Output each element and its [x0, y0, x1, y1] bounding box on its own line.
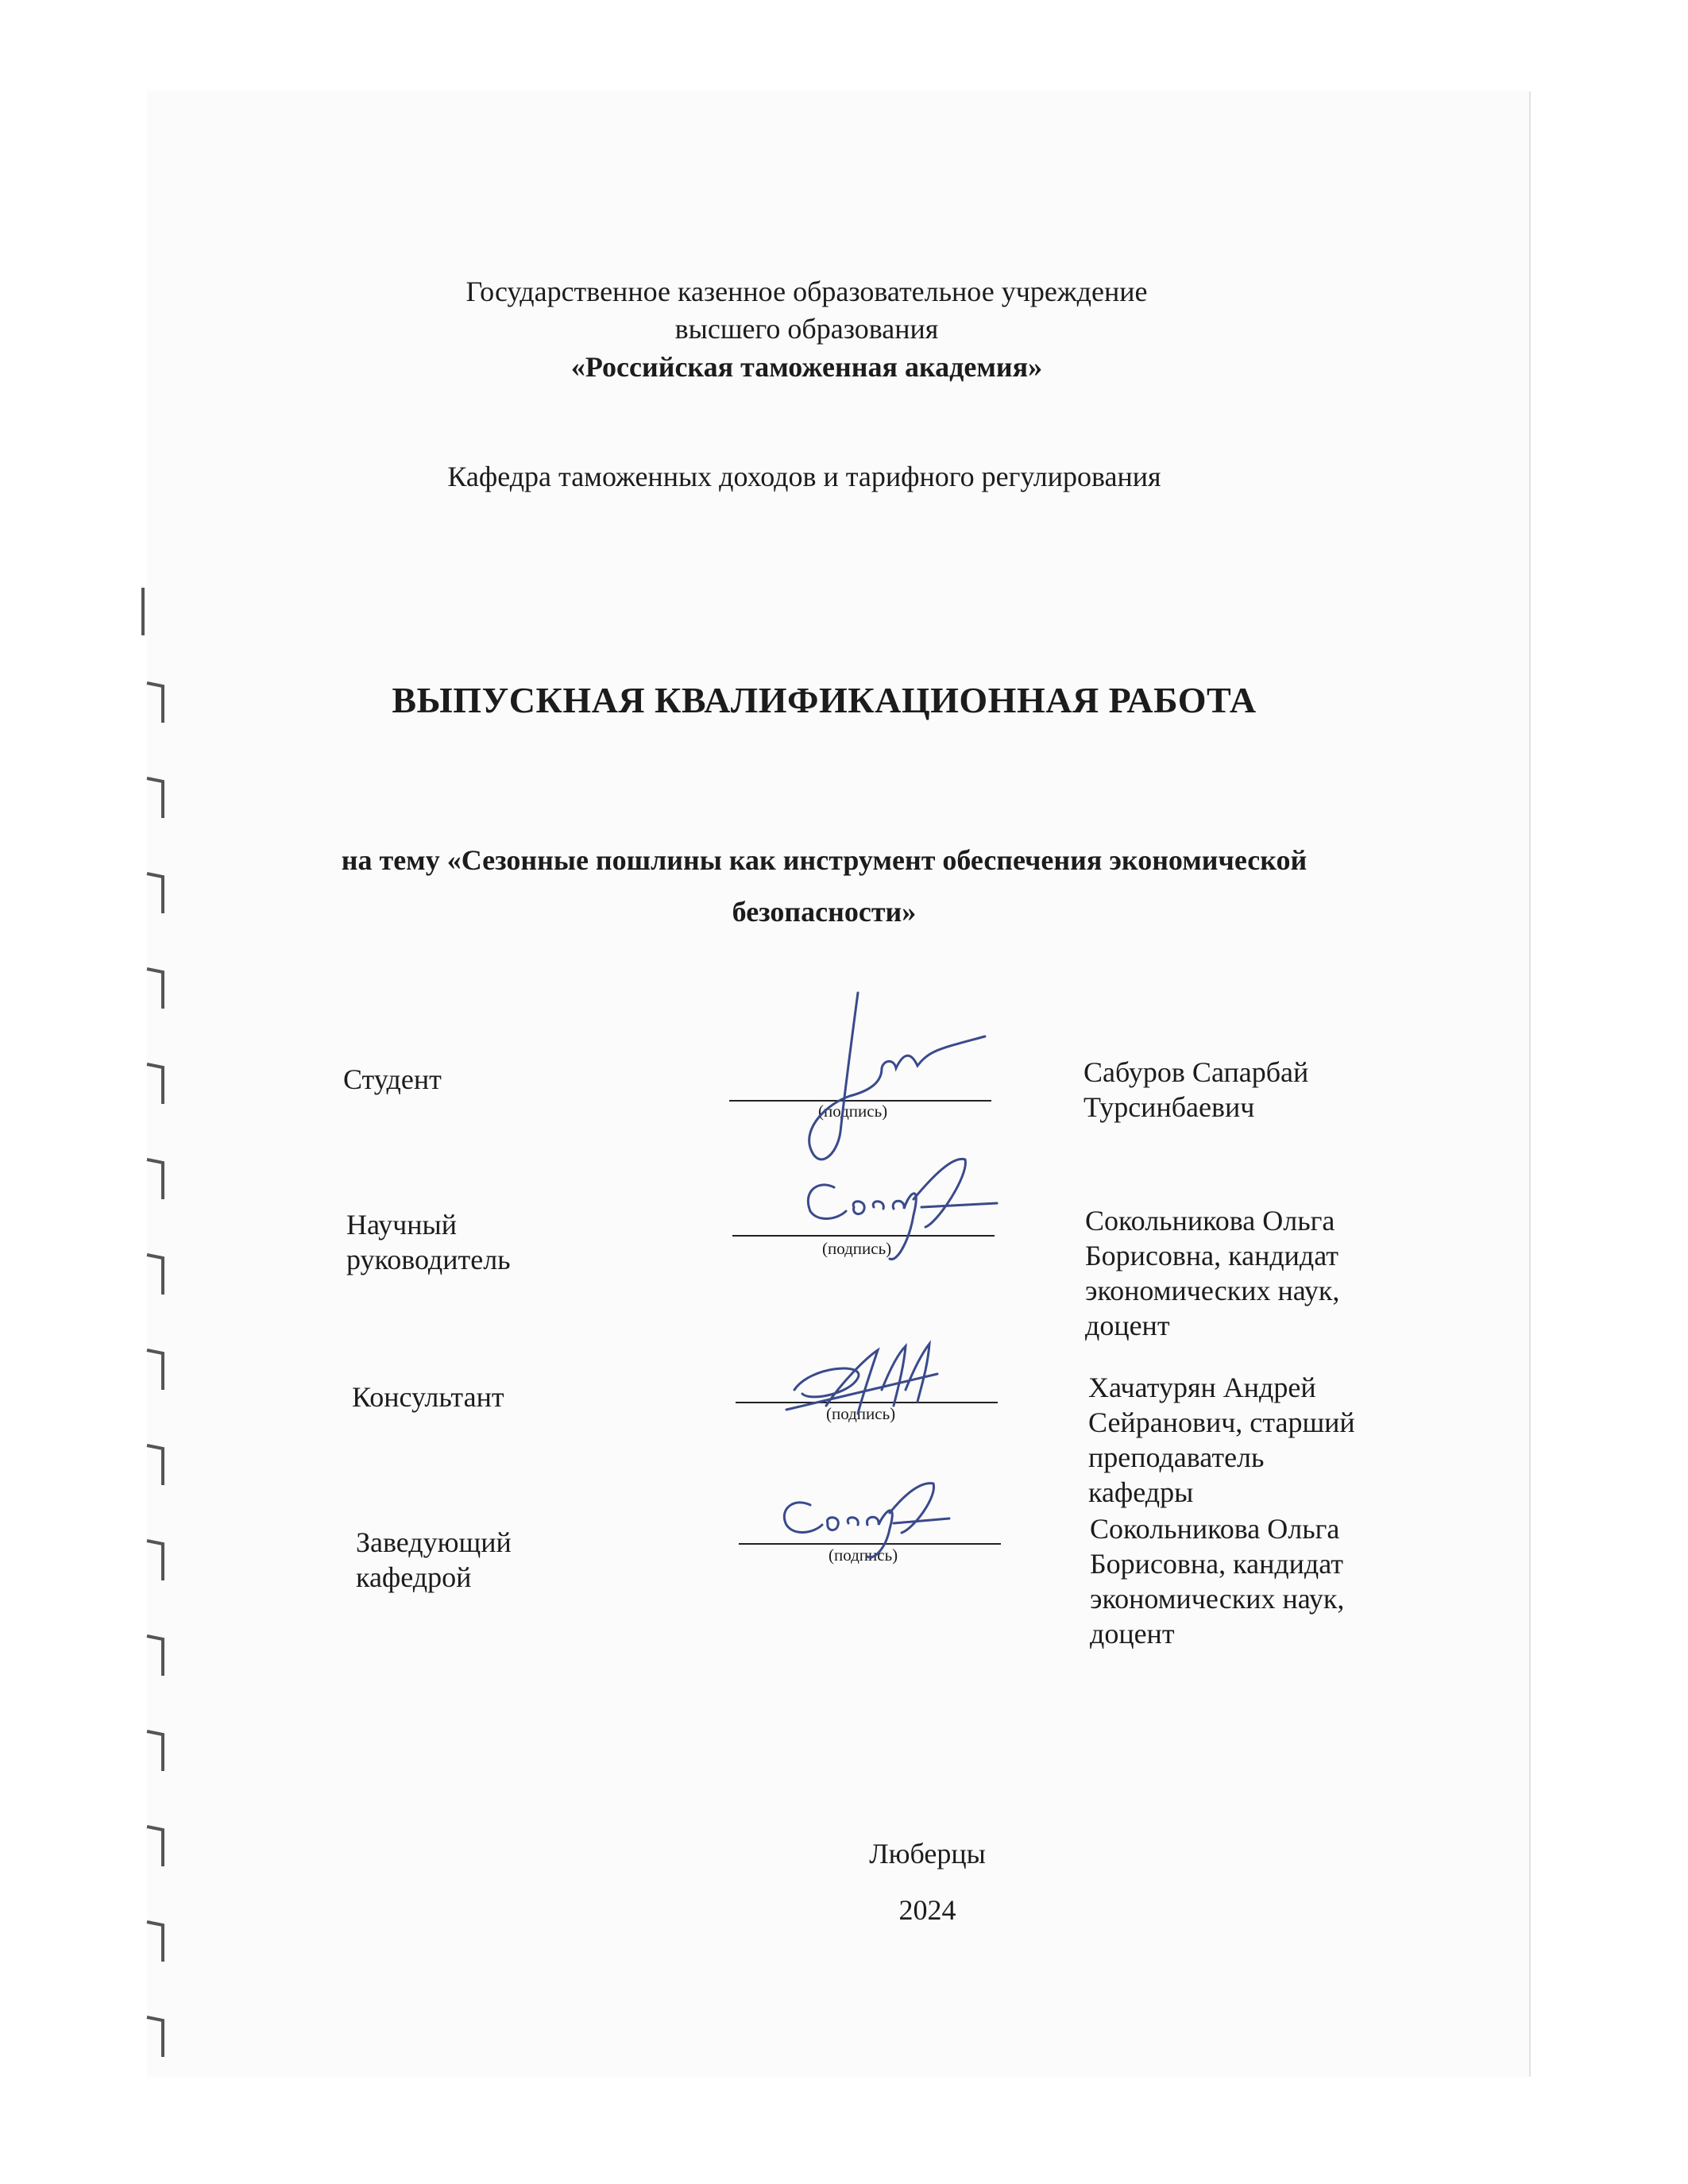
signature-caption: (подпись): [822, 1239, 892, 1258]
name-line: Сокольникова Ольга: [1085, 1205, 1335, 1237]
name-line: Сабуров Сапарбай: [1083, 1056, 1309, 1088]
document-title: ВЫПУСКНАЯ КВАЛИФИКАЦИОННАЯ РАБОТА: [392, 680, 1257, 720]
signatory-name: [1083, 1055, 1425, 1125]
role-label: [343, 1062, 442, 1097]
signature-consultant: [778, 1334, 945, 1430]
name-line: преподаватель: [1088, 1441, 1265, 1473]
signature-caption: (подпись): [818, 1102, 888, 1121]
signature-caption: (подпись): [829, 1545, 898, 1565]
name-line: доцент: [1090, 1618, 1175, 1650]
name-line: кафедры: [1088, 1476, 1194, 1508]
role-line: Заведующий: [356, 1526, 512, 1558]
name-line: экономических наук,: [1085, 1275, 1340, 1306]
institution-name: «Российская таможенная академия»: [570, 351, 1043, 383]
signatory-name: [1088, 1370, 1430, 1510]
role-label: [352, 1379, 504, 1414]
institution-line-2: высшего образования: [674, 313, 939, 345]
role-line: Консультант: [352, 1381, 504, 1413]
institution-line-1: Государственное казенное образовательное учреждение: [465, 276, 1148, 307]
signatory-name: [1085, 1203, 1427, 1343]
name-line: Борисовна, кандидат: [1090, 1548, 1344, 1580]
role-label: [356, 1525, 512, 1595]
role-line: Студент: [343, 1063, 442, 1095]
signatory-name: [1090, 1511, 1431, 1651]
role-line: Научный: [346, 1209, 457, 1241]
name-line: Хачатурян Андрей: [1088, 1372, 1316, 1403]
signature-caption: (подпись): [826, 1404, 896, 1423]
name-line: Борисовна, кандидат: [1085, 1240, 1339, 1271]
theme-line-1: на тему «Сезонные пошлины как инструмент обеспечения экономической: [341, 844, 1308, 876]
signature-head-of-department: [778, 1477, 953, 1565]
role-line: кафедрой: [356, 1561, 472, 1593]
signature-supervisor: [794, 1144, 1001, 1271]
name-line: Сокольникова Ольга: [1090, 1513, 1340, 1545]
city: Люберцы: [869, 1838, 986, 1870]
name-line: экономических наук,: [1090, 1583, 1345, 1615]
theme-line-2: безопасности»: [732, 896, 917, 928]
role-label: [346, 1207, 511, 1277]
name-line: Сейранович, старший: [1088, 1406, 1355, 1438]
year: 2024: [898, 1894, 956, 1926]
name-line: доцент: [1085, 1310, 1170, 1341]
name-line: Турсинбаевич: [1083, 1091, 1255, 1123]
role-line: руководитель: [346, 1244, 511, 1275]
department-name: Кафедра таможенных доходов и тарифного регулирования: [447, 461, 1161, 492]
